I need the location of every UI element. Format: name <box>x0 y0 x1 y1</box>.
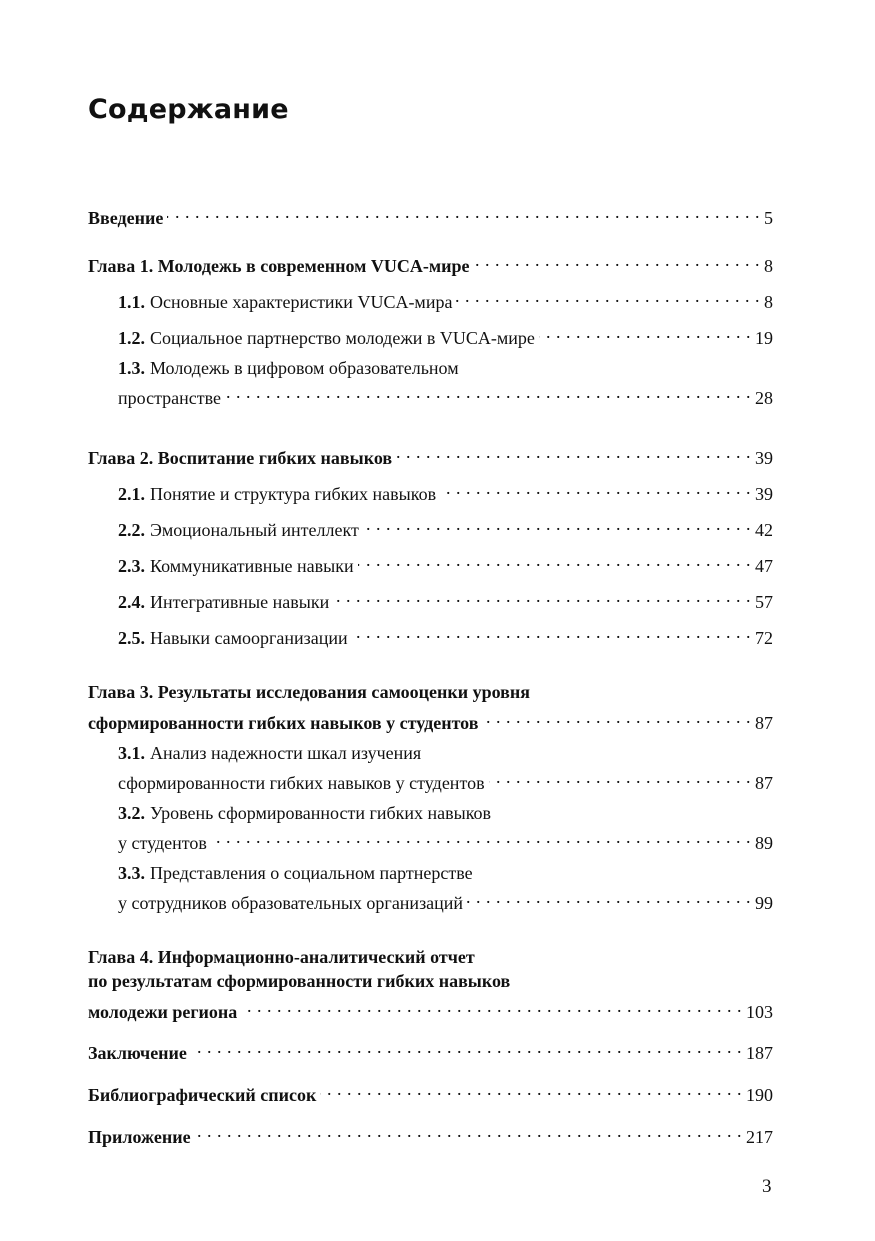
toc-entry-3-3-cont[interactable] <box>118 885 773 913</box>
toc-entry-chapter-3-cont[interactable] <box>88 705 773 733</box>
dot-leader <box>363 512 751 536</box>
toc-entry-1-2[interactable] <box>118 320 773 348</box>
toc-entry-2-2[interactable] <box>118 512 773 540</box>
toc-entry-chapter-2[interactable] <box>88 440 773 468</box>
toc-entry-3-2-cont[interactable] <box>118 825 773 853</box>
toc-entry-chapter-4-line2[interactable] <box>88 969 773 993</box>
dot-leader <box>396 440 751 464</box>
toc-entry-3-1-cont[interactable] <box>118 765 773 793</box>
dot-leader <box>195 1119 742 1143</box>
dot-leader <box>211 825 751 849</box>
dot-leader <box>539 320 751 344</box>
toc-page-number: 187 <box>746 1043 773 1063</box>
toc-entry-title: Молодежь в цифровом образовательном <box>150 358 459 378</box>
toc-page-number: 8 <box>764 292 773 312</box>
toc-entry-chapter-1[interactable] <box>88 248 773 276</box>
toc-entry-chapter-4-cont[interactable] <box>88 994 773 1022</box>
toc-entry-title: Коммуникативные навыки <box>150 556 354 576</box>
dot-leader <box>191 1035 742 1059</box>
toc-page-number: 8 <box>764 256 773 276</box>
toc-entry-2-4[interactable] <box>118 584 773 612</box>
toc-entry-title: Глава 1. Молодежь в современном VUCA-мире <box>88 256 470 276</box>
dot-leader <box>352 620 751 644</box>
toc-entry-title-line2: по результатам сформированности гибких навыков <box>88 971 511 991</box>
toc-entry-chapter-3[interactable] <box>88 680 773 704</box>
toc-entry-title: Основные характеристики VUCA-мира <box>150 292 453 312</box>
dot-leader <box>358 548 751 572</box>
toc-entry-conclusion[interactable] <box>88 1035 773 1063</box>
section-number: 3.3. <box>118 863 145 883</box>
toc-entry-title: Библиографический список <box>88 1085 317 1105</box>
toc-page-number: 89 <box>755 833 773 853</box>
section-number: 2.4. <box>118 592 145 612</box>
toc-entry-1-3[interactable] <box>118 356 773 380</box>
toc-entry-1-3-cont[interactable] <box>118 380 773 408</box>
toc-entry-title: Интегративные навыки <box>150 592 330 612</box>
toc-entry-2-5[interactable] <box>118 620 773 648</box>
page-title: Содержание <box>88 94 289 125</box>
toc-entry-title: Социальное партнерство молодежи в VUCA-мире <box>150 328 535 348</box>
toc-entry-3-2[interactable] <box>118 801 773 825</box>
toc-entry-title: Глава 2. Воспитание гибких навыков <box>88 448 393 468</box>
dot-leader <box>482 705 751 729</box>
page-number: 3 <box>762 1176 772 1197</box>
section-number: 2.2. <box>118 520 145 540</box>
toc-entry-bibliography[interactable] <box>88 1077 773 1105</box>
dot-leader <box>474 248 760 272</box>
dot-leader <box>440 476 751 500</box>
toc-page-number: 103 <box>746 1002 773 1022</box>
toc-entry-title: Уровень сформированности гибких навыков <box>150 803 492 823</box>
toc-page-number: 28 <box>755 388 773 408</box>
toc-page-number: 47 <box>755 556 773 576</box>
section-number: 1.2. <box>118 328 145 348</box>
toc-page-number: 57 <box>755 592 773 612</box>
dot-leader <box>333 584 751 608</box>
toc-entry-title: Глава 4. Информационно-аналитический отчет <box>88 947 475 967</box>
toc-page-number: 5 <box>764 208 773 228</box>
toc-entry-introduction[interactable] <box>88 200 773 228</box>
toc-entry-2-1[interactable] <box>118 476 773 504</box>
dot-leader <box>167 200 760 224</box>
toc-entry-title-cont: у сотрудников образовательных организаций <box>118 893 464 913</box>
toc-page-number: 190 <box>746 1085 773 1105</box>
toc-page-number: 217 <box>746 1127 773 1147</box>
toc-entry-title: Глава 3. Результаты исследования самооценки уровня <box>88 682 530 702</box>
toc-page-number: 39 <box>755 448 773 468</box>
section-number: 3.1. <box>118 743 145 763</box>
toc-page-number: 19 <box>755 328 773 348</box>
section-number: 1.1. <box>118 292 145 312</box>
dot-leader <box>456 284 760 308</box>
dot-leader <box>489 765 751 789</box>
toc-entry-title: Приложение <box>88 1127 191 1147</box>
toc-entry-appendix[interactable] <box>88 1119 773 1147</box>
dot-leader <box>467 885 751 909</box>
toc-entry-title: Понятие и структура гибких навыков <box>150 484 437 504</box>
dot-leader <box>320 1077 742 1101</box>
section-number: 2.3. <box>118 556 145 576</box>
toc-page-number: 72 <box>755 628 773 648</box>
dot-leader <box>225 380 751 404</box>
toc-page-number: 87 <box>755 773 773 793</box>
toc-entry-title-cont: сформированности гибких навыков у студентов <box>88 713 479 733</box>
toc-entry-chapter-4[interactable] <box>88 945 773 969</box>
toc-entry-title: Анализ надежности шкал изучения <box>150 743 422 763</box>
toc-entry-3-1[interactable] <box>118 741 773 765</box>
toc-entry-title-cont: молодежи региона <box>88 1002 238 1022</box>
toc-entry-title: Заключение <box>88 1043 187 1063</box>
toc-entry-title: Представления о социальном партнерстве <box>150 863 473 883</box>
toc-entry-title-cont: у студентов <box>118 833 207 853</box>
toc-entry-title: Введение <box>88 208 164 228</box>
toc-entry-title: Эмоциональный интеллект <box>150 520 359 540</box>
toc-entry-title-cont: сформированности гибких навыков у студентов <box>118 773 485 793</box>
toc-entry-2-3[interactable] <box>118 548 773 576</box>
section-number: 1.3. <box>118 358 145 378</box>
dot-leader <box>241 994 742 1018</box>
toc-entry-3-3[interactable] <box>118 861 773 885</box>
toc-page-number: 87 <box>755 713 773 733</box>
toc-page-number: 99 <box>755 893 773 913</box>
toc-page-number: 42 <box>755 520 773 540</box>
toc-entry-title-cont: пространстве <box>118 388 222 408</box>
section-number: 2.5. <box>118 628 145 648</box>
section-number: 2.1. <box>118 484 145 504</box>
toc-entry-title: Навыки самоорганизации <box>150 628 348 648</box>
toc-page-number: 39 <box>755 484 773 504</box>
section-number: 3.2. <box>118 803 145 823</box>
toc-entry-1-1[interactable] <box>118 284 773 312</box>
